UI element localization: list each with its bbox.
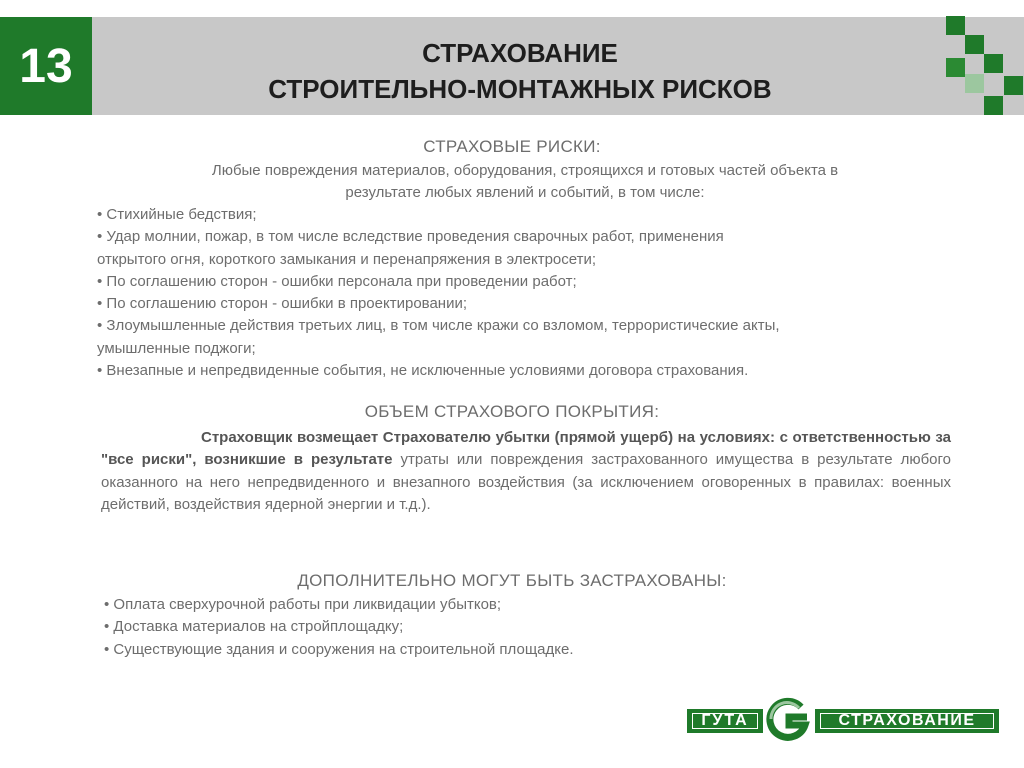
logo-left-text: ГУТА [701,712,749,729]
extras-list [104,594,944,661]
logo-left-box [687,709,763,733]
risks-list [97,204,957,382]
list-item: • Оплата сверхурочной работы при ликвидации убытков; [104,596,502,613]
coverage-regular-text: утраты или повреждения застрахованного имущества в результате любого оказанного на него непредвиденного и внезапного воздействия (за исключением оговоренных в правилах: военных действий, воздействия ядерной энергии и т.д.). [101,451,951,513]
title-line-2: СТРОИТЕЛЬНО-МОНТАЖНЫХ РИСКОВ [268,74,772,104]
decorative-mosaic [942,14,1024,116]
list-item: открытого огня, короткого замыкания и перенапряжения в электросети; [97,250,597,268]
list-item: • По соглашению сторон - ошибки персонала при проведении работ; [97,272,577,290]
list-item: • Внезапные и непредвиденные события, не исключенные условиями договора страхования. [97,362,749,380]
risks-heading: СТРАХОВЫЕ РИСКИ: [423,137,601,156]
logo-right-text: СТРАХОВАНИЕ [838,712,976,729]
list-item: • Удар молнии, пожар, в том числе вследствие проведения сварочных работ, применения [97,228,724,246]
risks-intro-line-2: результате любых явлений и событий, в том числе: [345,184,705,201]
list-item: • Существующие здания и сооружения на строительной площадке. [104,640,574,658]
list-item: умышленные поджоги; [97,339,256,357]
title-line-1: СТРАХОВАНИЕ [422,38,618,68]
coverage-paragraph [101,427,951,516]
slide-number-text: 13 [19,39,73,93]
list-item: • По соглашению сторон - ошибки в проектировании; [97,295,468,313]
extras-heading: ДОПОЛНИТЕЛЬНО МОГУТ БЫТЬ ЗАСТРАХОВАНЫ: [297,571,727,590]
risks-intro [100,160,950,204]
page-title [140,35,900,107]
risks-intro-line-1: Любые повреждения материалов, оборудования, строящихся и готовых частей объекта в [211,162,839,179]
coverage-heading: ОБЪЕМ СТРАХОВОГО ПОКРЫТИЯ: [364,402,660,421]
slide-number [0,17,92,115]
list-item: • Злоумышленные действия третьих лиц, в том числе кражи со взломом, террористические акты, [97,317,780,335]
logo-g-icon [759,697,815,741]
list-item: • Стихийные бедствия; [97,206,257,223]
company-logo [687,697,999,741]
logo-right-box [815,709,999,733]
coverage-bold-text: Страховщик возмещает Страхователю убытки (прямой ущерб) на условиях: с ответственностью за "все риски", возникшие в результате [101,429,951,469]
list-item: • Доставка материалов на стройплощадку; [104,618,404,636]
